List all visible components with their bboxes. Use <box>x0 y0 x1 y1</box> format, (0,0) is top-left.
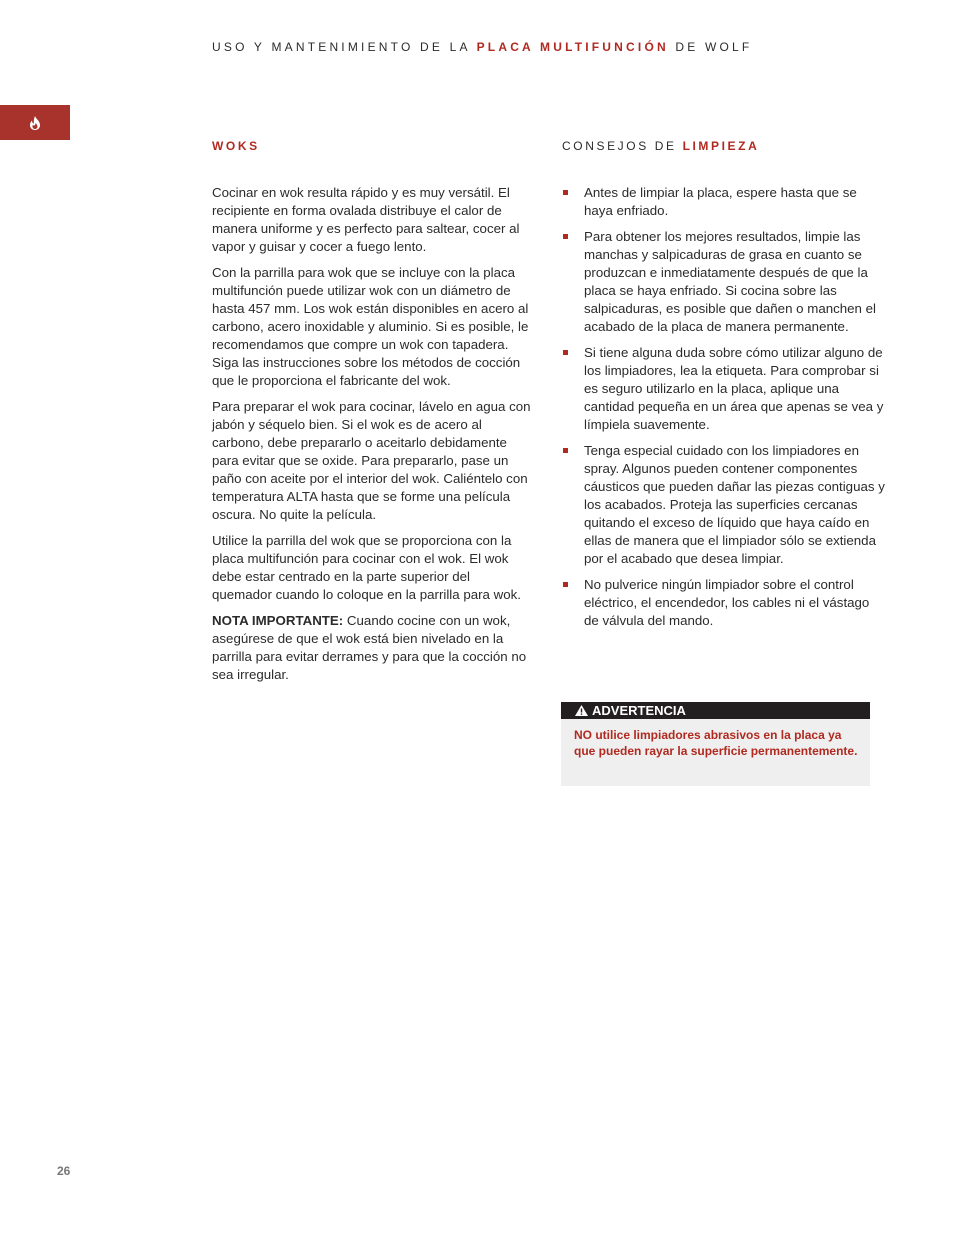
list-item-text: No pulverice ningún limpiador sobre el control eléctrico, el encendedor, los cables ni el vástago de válvula del mando. <box>584 577 870 628</box>
page-number: 26 <box>57 1164 71 1178</box>
page-header <box>212 40 752 54</box>
woks-paragraph: Para preparar el wok para cocinar, lávelo en agua con jabón y séquelo bien. Si el wok es de acero al carbono, debe prepararlo o aceitarlo debidamente para evitar que se oxide. Para prepararlo, pase un paño con aceite por el interior del wok. Caliéntelo con temperatura ALTA hasta que se forme una película oscura. No quite la película. <box>212 399 531 522</box>
list-item <box>562 228 887 336</box>
note-text: Cuando cocine con un wok, asegúrese de que el wok está bien nivelado en la parrilla para evitar derrames y para que la cocción no sea irregular. <box>212 613 527 682</box>
flame-icon <box>29 116 41 130</box>
woks-title: WOKS <box>212 139 260 153</box>
cleaning-title <box>562 139 759 153</box>
woks-paragraph: Con la parrilla para wok que se incluye con la placa multifunción puede utilizar wok con un diámetro de hasta 457 mm. Los wok están disponibles en acero al carbono, acero inoxidable y aluminio. Si es posible, le recomendamos que compre un wok con tapadera. Siga las instrucciones sobre los métodos de cocción que le proporciona el fabricante del wok. <box>212 265 529 388</box>
warning-text: NO utilice limpiadores abrasivos en la placa ya que pueden rayar la superficie permanentemente. <box>574 728 858 758</box>
list-item-text: Tenga especial cuidado con los limpiadores en spray. Algunos pueden contener componentes cáusticos que pueden dañar las piezas contiguas y los acabados. Proteja las superficies cercanas quitando el exceso de líquido que haya caído en ellas de manera que el limpiador sólo se extienda por el acabado que desea limpiar. <box>584 443 885 566</box>
bullet-icon <box>563 190 568 195</box>
warning-label: ADVERTENCIA <box>592 703 686 718</box>
warning-triangle-icon <box>575 705 588 716</box>
woks-paragraph: Utilice la parrilla del wok que se proporciona con la placa multifunción para cocinar con el wok. El wok debe estar centrado en la parte superior del quemador cuando lo coloque en la parrilla para wok. <box>212 533 521 602</box>
list-item-text: Antes de limpiar la placa, espere hasta que se haya enfriado. <box>584 185 857 218</box>
bullet-icon <box>563 582 568 587</box>
warning-header <box>561 702 870 719</box>
list-item-text: Si tiene alguna duda sobre cómo utilizar alguno de los limpiadores, lea la etiqueta. Para comprobar si es seguro utilizarlo en la placa, aplique una cantidad pequeña en un área que apenas se vea y límpiela suavemente. <box>584 345 884 432</box>
warning-box <box>561 702 870 786</box>
note-label: NOTA IMPORTANTE: <box>212 613 344 628</box>
cleaning-list <box>562 184 887 630</box>
cleaning-title-prefix: CONSEJOS DE <box>562 139 677 153</box>
header-prefix: USO Y MANTENIMIENTO DE LA <box>212 40 471 54</box>
woks-body <box>212 184 532 692</box>
list-item <box>562 184 887 220</box>
header-suffix: DE WOLF <box>675 40 753 54</box>
list-item <box>562 344 887 434</box>
woks-paragraph: Cocinar en wok resulta rápido y es muy versátil. El recipiente en forma ovalada distribuye el calor de manera uniforme y es perfecto para saltear, cocer al vapor y guisar y cocer a fuego lento. <box>212 185 520 254</box>
bullet-icon <box>563 448 568 453</box>
list-item <box>562 576 887 630</box>
bullet-icon <box>563 350 568 355</box>
list-item-text: Para obtener los mejores resultados, limpie las manchas y salpicaduras de grasa en cuanto se produzcan e inmediatamente después de que la placa se haya enfriado. Si cocina sobre las salpicaduras, es posible que dañen o manchen el acabado de la placa de manera permanente. <box>584 229 876 334</box>
list-item <box>562 442 887 568</box>
header-highlight: PLACA MULTIFUNCIÓN <box>476 40 669 54</box>
bullet-icon <box>563 234 568 239</box>
section-tab <box>0 105 70 140</box>
cleaning-body <box>562 184 887 638</box>
important-note <box>212 612 532 684</box>
cleaning-title-highlight: LIMPIEZA <box>682 139 760 153</box>
